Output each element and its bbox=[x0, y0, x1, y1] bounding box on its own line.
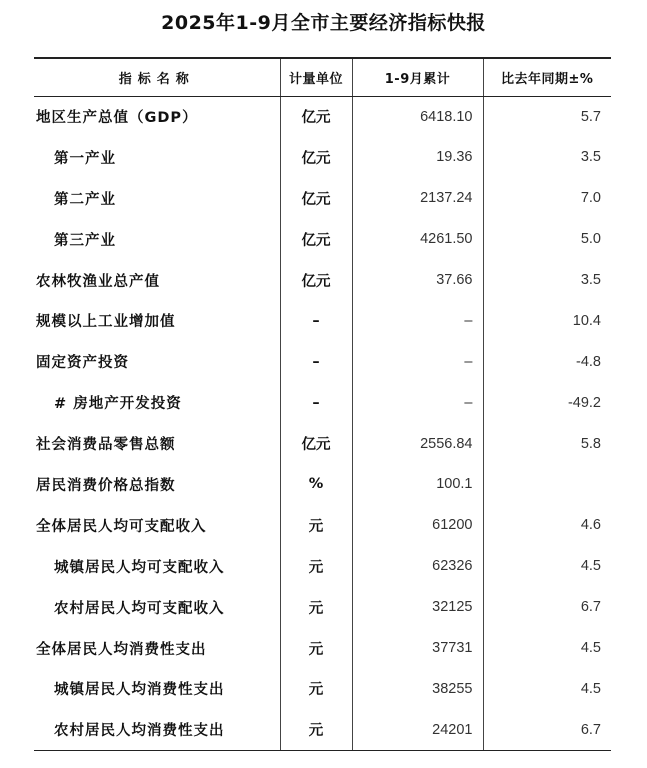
table-row bbox=[34, 260, 611, 301]
cumulative-cell: 6418.10 bbox=[352, 96, 483, 137]
table-row bbox=[34, 546, 611, 587]
yoy-cell: -4.8 bbox=[483, 341, 611, 382]
cumulative-cell: 100.1 bbox=[352, 464, 483, 505]
indicator-name-cell: 地区生产总值（GDP） bbox=[36, 110, 198, 127]
table-row bbox=[34, 178, 611, 219]
indicator-name-cell: 全体居民人均可支配收入 bbox=[36, 518, 207, 535]
indicator-name-cell: 第一产业 bbox=[54, 150, 116, 167]
indicator-name-cell: 农林牧渔业总产值 bbox=[36, 273, 160, 290]
yoy-cell: 6.7 bbox=[483, 587, 611, 628]
page-title: 2025年1-9月全市主要经济指标快报 bbox=[161, 12, 486, 34]
yoy-cell: 5.8 bbox=[483, 423, 611, 464]
unit-cell: – bbox=[280, 300, 352, 341]
table-row bbox=[34, 587, 611, 628]
table-row bbox=[34, 96, 611, 137]
table-row bbox=[34, 668, 611, 709]
cumulative-cell: 19.36 bbox=[352, 137, 483, 178]
header-indicator-name: 指标名称 bbox=[34, 58, 280, 96]
indicator-name-cell: 第二产业 bbox=[54, 191, 116, 208]
indicator-name-cell: 全体居民人均消费性支出 bbox=[36, 641, 207, 658]
table-row bbox=[34, 219, 611, 260]
table-row bbox=[34, 709, 611, 750]
cumulative-cell: 4261.50 bbox=[352, 219, 483, 260]
yoy-cell bbox=[483, 464, 611, 505]
cumulative-cell: 24201 bbox=[352, 709, 483, 750]
unit-cell: 元 bbox=[280, 668, 352, 709]
table-body bbox=[34, 96, 611, 750]
cumulative-cell: – bbox=[352, 382, 483, 423]
cumulative-cell: 32125 bbox=[352, 587, 483, 628]
yoy-cell: 4.5 bbox=[483, 546, 611, 587]
header-cumulative: 1-9月累计 bbox=[352, 58, 483, 96]
cumulative-cell: 62326 bbox=[352, 546, 483, 587]
unit-cell: 元 bbox=[280, 587, 352, 628]
unit-cell: % bbox=[280, 464, 352, 505]
table-row bbox=[34, 464, 611, 505]
table-row bbox=[34, 628, 611, 669]
cumulative-cell: 38255 bbox=[352, 668, 483, 709]
cumulative-cell: 37.66 bbox=[352, 260, 483, 301]
unit-cell: 亿元 bbox=[280, 96, 352, 137]
cumulative-cell: 2137.24 bbox=[352, 178, 483, 219]
indicator-name-cell: 固定资产投资 bbox=[36, 355, 129, 372]
cumulative-cell: 37731 bbox=[352, 628, 483, 669]
cumulative-cell: 2556.84 bbox=[352, 423, 483, 464]
indicator-name-cell: 农村居民人均可支配收入 bbox=[54, 600, 225, 617]
cumulative-cell: 61200 bbox=[352, 505, 483, 546]
header-yoy: 比去年同期±% bbox=[483, 58, 611, 96]
yoy-cell: 4.6 bbox=[483, 505, 611, 546]
yoy-cell: -49.2 bbox=[483, 382, 611, 423]
unit-cell: 元 bbox=[280, 505, 352, 546]
unit-cell: 元 bbox=[280, 709, 352, 750]
table-header-row bbox=[34, 58, 611, 96]
table-row bbox=[34, 505, 611, 546]
unit-cell: 元 bbox=[280, 628, 352, 669]
indicator-name-cell: 规模以上工业增加值 bbox=[36, 314, 176, 331]
unit-cell: 亿元 bbox=[280, 219, 352, 260]
indicator-name-cell: 第三产业 bbox=[54, 232, 116, 249]
indicator-name-cell: 社会消费品零售总额 bbox=[36, 437, 176, 454]
cumulative-cell: – bbox=[352, 341, 483, 382]
indicator-name-cell: 城镇居民人均消费性支出 bbox=[54, 682, 225, 699]
unit-cell: 亿元 bbox=[280, 178, 352, 219]
yoy-cell: 4.5 bbox=[483, 628, 611, 669]
table-row bbox=[34, 137, 611, 178]
table-row bbox=[34, 382, 611, 423]
unit-cell: 元 bbox=[280, 546, 352, 587]
unit-cell: 亿元 bbox=[280, 137, 352, 178]
indicator-name-cell: # 房地产开发投资 bbox=[54, 396, 182, 413]
yoy-cell: 10.4 bbox=[483, 300, 611, 341]
table-row bbox=[34, 341, 611, 382]
indicator-name-cell: 农村居民人均消费性支出 bbox=[34, 709, 280, 750]
table-row bbox=[34, 300, 611, 341]
unit-cell: – bbox=[280, 341, 352, 382]
header-unit: 计量单位 bbox=[280, 58, 352, 96]
indicators-table bbox=[34, 57, 611, 751]
indicator-name-cell: 居民消费价格总指数 bbox=[36, 477, 176, 494]
yoy-cell: 3.5 bbox=[483, 137, 611, 178]
unit-cell: 亿元 bbox=[280, 260, 352, 301]
table-row bbox=[34, 423, 611, 464]
cumulative-cell: – bbox=[352, 300, 483, 341]
yoy-cell: 7.0 bbox=[483, 178, 611, 219]
unit-cell: – bbox=[280, 382, 352, 423]
yoy-cell: 4.5 bbox=[483, 668, 611, 709]
unit-cell: 亿元 bbox=[280, 423, 352, 464]
yoy-cell: 5.0 bbox=[483, 219, 611, 260]
yoy-cell: 3.5 bbox=[483, 260, 611, 301]
yoy-cell: 5.7 bbox=[483, 96, 611, 137]
indicator-name-cell: 城镇居民人均可支配收入 bbox=[54, 559, 225, 576]
yoy-cell: 6.7 bbox=[483, 709, 611, 750]
